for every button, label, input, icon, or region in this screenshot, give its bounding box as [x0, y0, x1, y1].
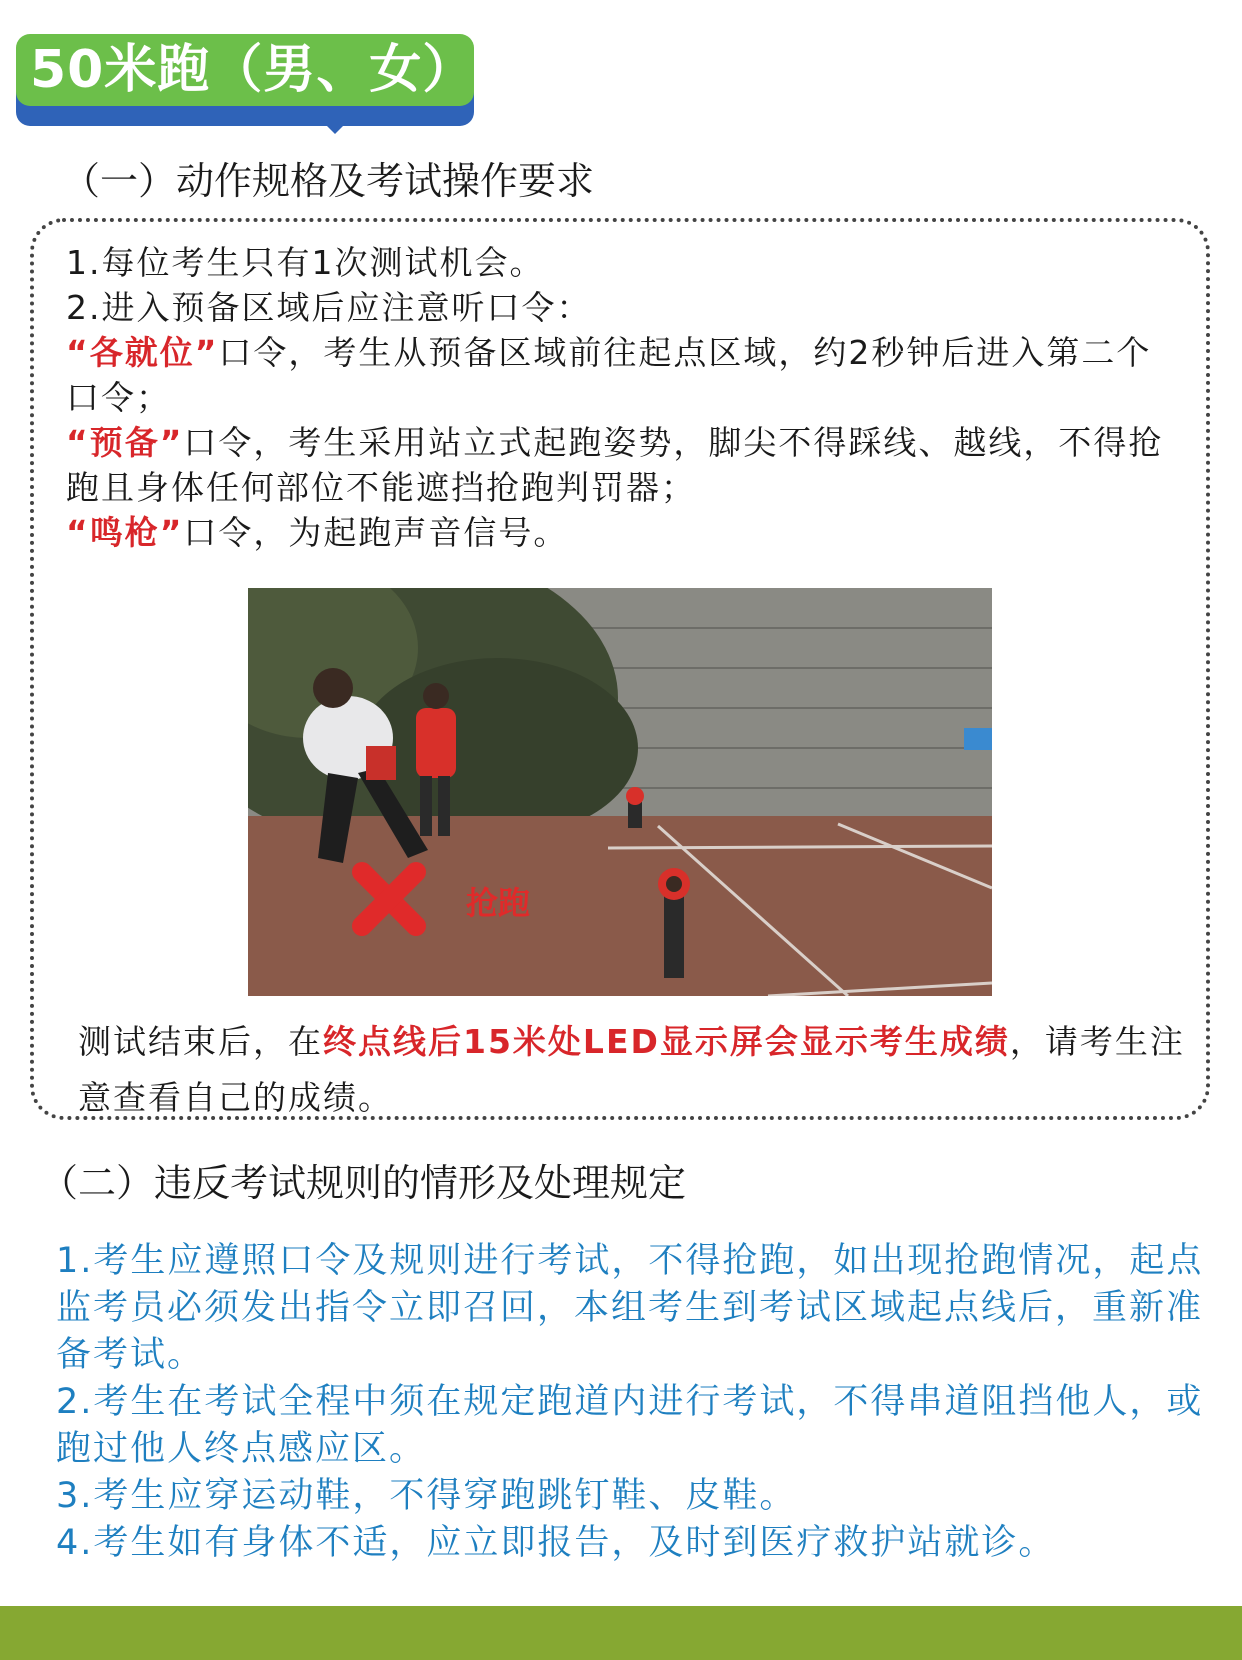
requirements-list [66, 240, 1186, 555]
command-item [66, 510, 1186, 555]
note-highlight: 终点线后15米处LED显示屏会显示考生成绩 [323, 1022, 1010, 1061]
command-item [66, 420, 1186, 510]
violation-rule-item: 2.考生在考试全程中须在规定跑道内进行考试，不得串道阻挡他人，或跑过他人终点感应区。 [56, 1382, 1204, 1469]
false-start-label: 抢跑 [466, 884, 531, 922]
rule-item: 1.每位考生只有1次测试机会。 [66, 243, 545, 282]
title-banner-pointer [321, 120, 349, 134]
title-banner [16, 34, 474, 126]
command-item [66, 330, 1186, 420]
result-note [78, 1014, 1188, 1126]
command-text: 口令，考生采用站立式起跑姿势，脚尖不得踩线、越线，不得抢跑且身体任何部位不能遮挡抢跑判罚器； [66, 423, 1164, 507]
footer-bar [0, 1606, 1242, 1660]
note-text: 测试结束后，在 [78, 1022, 323, 1061]
violation-rules-list [56, 1238, 1226, 1567]
violation-rule-item: 1.考生应遵照口令及规则进行考试，不得抢跑，如出现抢跑情况，起点监考员必须发出指令立即召回，本组考生到考试区域起点线后，重新准备考试。 [56, 1241, 1204, 1375]
command-text: 口令，考生从预备区域前往起点区域，约2秒钟后进入第二个口令； [66, 333, 1152, 417]
section-heading-violations: （二）违反考试规则的情形及处理规定 [40, 1161, 687, 1205]
false-start-illustration [248, 588, 992, 996]
violation-rule-item: 4.考生如有身体不适，应立即报告，及时到医疗救护站就诊。 [56, 1523, 1056, 1563]
rule-item: 2.进入预备区域后应注意听口令： [66, 288, 592, 327]
command-label: “预备” [66, 423, 184, 462]
violation-rule-item: 3.考生应穿运动鞋，不得穿跑跳钉鞋、皮鞋。 [56, 1476, 797, 1516]
title-banner-box [16, 34, 474, 106]
command-label: “鸣枪” [66, 513, 184, 552]
false-start-photo [248, 588, 992, 996]
note-text: ，请考生注意查看自己的成绩。 [78, 1022, 1185, 1117]
section-heading-requirements: （一）动作规格及考试操作要求 [62, 159, 595, 203]
page-title: 50米跑（男、女） [30, 40, 476, 100]
command-label: “各就位” [66, 333, 219, 372]
command-text: 口令，为起跑声音信号。 [183, 513, 569, 552]
